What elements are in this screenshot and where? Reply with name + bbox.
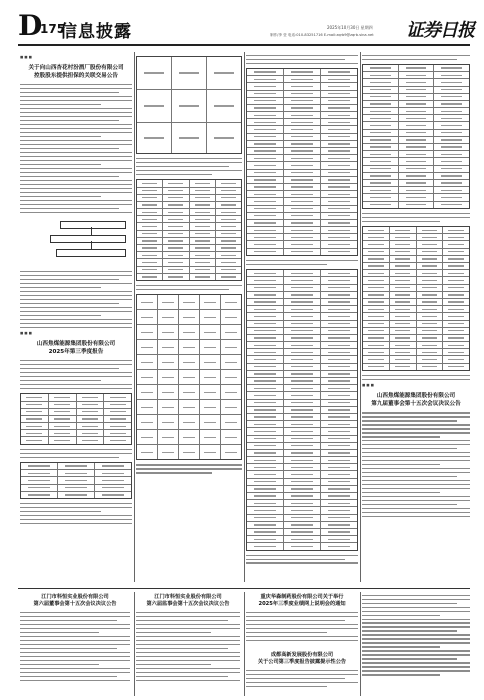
page-number: 175 (40, 22, 66, 36)
article-title-3: 山西焦煤能源集团股份有限公司 第九届董事会第十五次会议决议公告 (371, 393, 461, 407)
financial-table (20, 462, 132, 499)
financial-table (362, 226, 470, 371)
section-title: 信息披露 (60, 22, 132, 42)
column-1 (20, 52, 132, 582)
financial-table (246, 269, 358, 550)
article-title-2: 山西焦煤能源集团股份有限公司 2025年第三季度报告 (36, 341, 116, 355)
bottom-article-3 (246, 592, 358, 648)
bottom-article-5 (362, 592, 470, 696)
column-divider (360, 52, 361, 582)
financial-table (136, 56, 242, 154)
staff-line: 制作/李 莹 电话:010-83251716 E-mail:zqrb9@zqrb.sina.net (270, 33, 374, 37)
article-tag: ■ ■ ■ (20, 55, 32, 59)
column-divider (134, 592, 135, 696)
article-tag: ■ ■ ■ (362, 383, 374, 388)
bottom-section-rule (18, 588, 470, 589)
column-divider (244, 592, 245, 696)
bottom-article-2 (136, 592, 240, 696)
article-tag: ■ ■ ■ (20, 331, 32, 336)
bottom-article-1 (20, 592, 130, 696)
article-title-4: 江门市科恒实业股份有限公司 第六届董事会第十五次会议决议公告 (33, 594, 117, 607)
financial-table (136, 294, 242, 460)
article-title-5: 江门市科恒实业股份有限公司 第六届监事会第十五次会议决议公告 (146, 594, 230, 607)
issue-date: 2025年10月30日 星期四 (327, 25, 373, 30)
article-title-7: 成都高新发展股份有限公司 关于公司第三季度报告披露提示性公告 (257, 652, 347, 665)
column-2 (136, 52, 242, 582)
article-title-1: 关于向山西杏花村汾酒厂股份有限公司 控股股东提供担保的关联交易公告 (28, 65, 124, 79)
financial-table (362, 64, 470, 209)
column-divider (360, 592, 361, 696)
bottom-article-4 (246, 650, 358, 696)
header-rule (18, 44, 470, 46)
column-4 (362, 52, 470, 582)
financial-table (136, 179, 242, 281)
column-3 (246, 52, 358, 582)
column-divider (244, 52, 245, 582)
article-title-6: 重庆华森制药股份有限公司关于举行 2025年三季度业绩网上说明会的通知 (258, 594, 346, 607)
financial-table (20, 393, 132, 444)
newspaper-logo: 证券日报 (406, 20, 474, 41)
ownership-diagram (20, 219, 132, 265)
column-divider (134, 52, 135, 582)
masthead (0, 0, 484, 46)
financial-table (246, 68, 358, 256)
page-letter: D (18, 9, 43, 42)
